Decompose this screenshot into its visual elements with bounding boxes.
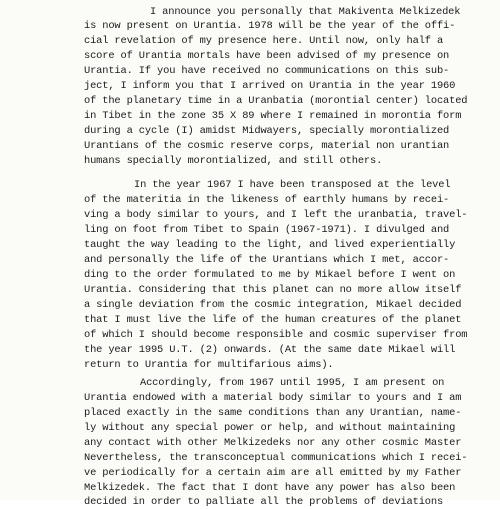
text-line: Melkizedek. The fact that I dont have any power has also been bbox=[84, 482, 456, 494]
text-line: Nevertheless, the transconceptual communications which I recei- bbox=[84, 452, 468, 464]
text-line: Accordingly, from 1967 until 1995, I am present on bbox=[140, 377, 445, 389]
text-line: in Tibet in the zone 35 X 89 where I remained in morontia form bbox=[84, 110, 462, 122]
text-line: any contact with other Melkizedeks nor any other cosmic Master bbox=[84, 437, 462, 449]
text-line: that I must live the life of the human creatures of the planet bbox=[84, 314, 462, 326]
text-line: I announce you personally that Makiventa Melkizedek bbox=[150, 6, 461, 18]
text-line: humans specially morontialized, and still others. bbox=[84, 155, 383, 167]
text-line: during a cycle (I) amidst Midwayers, specially morontialized bbox=[84, 125, 450, 137]
text-line: ling on foot from Tibet to Spain (1967-1971). I divulged and bbox=[84, 224, 450, 236]
text-line: ly without any special power or help, and without maintaining bbox=[84, 422, 456, 434]
text-line: Urantia endowed with a material body similar to yours and I am bbox=[84, 392, 462, 404]
text-line: ving a body similar to yours, and I left the uranbatia, travel- bbox=[84, 209, 468, 221]
text-line: the year 1995 U.T. (2) onwards. (At the same date Mikael will bbox=[84, 344, 456, 356]
text-line: a single deviation from the cosmic integration, Mikael decided bbox=[84, 299, 462, 311]
text-line: of the planetary time in a Uranbatia (morontial center) located bbox=[84, 95, 468, 107]
text-line: return to Urantia for multifarious aims). bbox=[84, 359, 334, 371]
text-line: Urantia. Considering that this planet can no more allow itself bbox=[84, 284, 462, 296]
text-line: and personally the life of the Urantians which I met, accor- bbox=[84, 254, 450, 266]
text-line: of which I should become responsible and cosmic superviser from bbox=[84, 329, 468, 341]
text-line: Urantians of the cosmic reserve corps, material non urantian bbox=[84, 140, 450, 152]
text-line: cial revelation of my presence here. Until now, only half a bbox=[84, 35, 444, 47]
text-line: ve periodically for a certain aim are all emitted by my Father bbox=[84, 467, 462, 479]
text-line: placed exactly in the same conditions than any Urantian, name- bbox=[84, 407, 462, 419]
text-line: score of Urantia mortals have been advised of my presence on bbox=[84, 50, 450, 62]
text-line: of the materitia in the likeness of earthly humans by recei- bbox=[84, 194, 450, 206]
text-line: taught the way leading to the light, and lived experientially bbox=[84, 239, 456, 251]
text-line: ject, I inform you that I arrived on Urantia in the year 1960 bbox=[84, 80, 456, 92]
text-line: ding to the order formulated to me by Mikael before I went on bbox=[84, 269, 456, 281]
text-line: In the year 1967 I have been transposed at the level bbox=[134, 179, 451, 191]
text-line: Urantia. If you have received no communications on this sub- bbox=[84, 65, 450, 77]
text-line: is now present on Urantia. 1978 will be the year of the offi- bbox=[84, 20, 456, 32]
text-line: decided in order to palliate all the problems of deviations bbox=[84, 496, 444, 508]
